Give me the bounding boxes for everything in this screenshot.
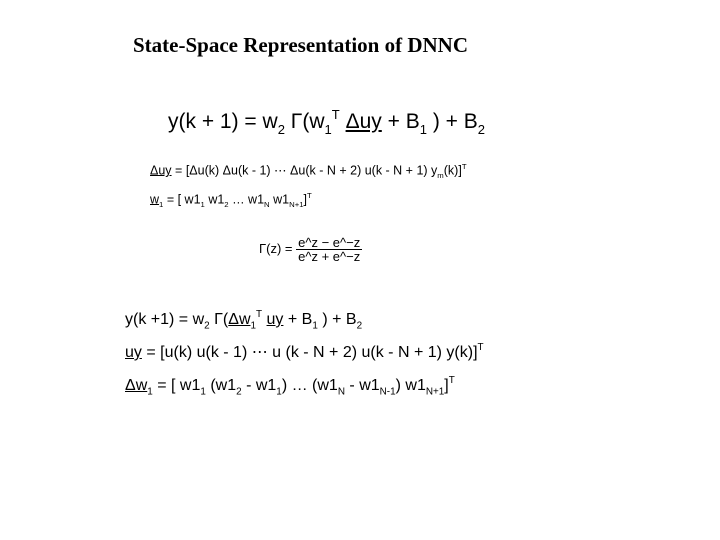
eq3-s2: 2 bbox=[224, 199, 229, 209]
page-title: State-Space Representation of DNNC bbox=[133, 33, 468, 57]
eq7-rhs: = [ w1 bbox=[157, 376, 201, 394]
eq7-lhs-sub: 1 bbox=[147, 386, 153, 398]
eq3-lhs: w bbox=[150, 192, 160, 207]
eq3-s3: N bbox=[264, 199, 270, 209]
eq2-ym-sub: m bbox=[437, 170, 444, 180]
eq4-fraction bbox=[296, 236, 362, 263]
eq5-uy: uy bbox=[266, 310, 284, 328]
eq3-rhs: = [ w1 bbox=[166, 192, 201, 207]
eq7-t3: - w1 bbox=[241, 376, 277, 394]
eq7-sup: T bbox=[448, 375, 455, 386]
eq3-t4: w1 bbox=[269, 192, 290, 207]
equation-output-update bbox=[168, 108, 485, 136]
eq7-s6: N+1 bbox=[425, 386, 445, 398]
eq6-lhs: uy bbox=[125, 343, 142, 361]
eq6-sup: T bbox=[477, 342, 484, 353]
equation-w1-vector bbox=[150, 192, 312, 209]
eq7-t4: ) … (w1 bbox=[281, 376, 338, 394]
eq5-dw-sub: 1 bbox=[250, 320, 257, 332]
eq5-w-sub: 2 bbox=[204, 320, 210, 332]
eq2-rhs: = [Δu(k) Δu(k - 1) ⋯ Δu(k - N + 2) u(k - N + 1) y bbox=[175, 163, 438, 178]
eq2-rhs-end: (k)] bbox=[443, 163, 462, 178]
equation-uy-vector bbox=[125, 343, 484, 361]
eq2-lhs: Δuy bbox=[150, 163, 172, 178]
eq5-close-plus-b: ) + B bbox=[322, 310, 357, 328]
eq1-delta-uy: Δuy bbox=[345, 110, 382, 134]
eq7-t6: ) w1 bbox=[395, 376, 426, 394]
eq1-b1-sub: 1 bbox=[419, 121, 427, 137]
equation-delta-uy bbox=[150, 163, 467, 180]
eq3-s4: N+1 bbox=[289, 199, 304, 209]
eq1-plus-b: + B bbox=[387, 110, 420, 134]
eq7-t2: (w1 bbox=[205, 376, 237, 394]
eq7-t5: - w1 bbox=[344, 376, 380, 394]
eq1-lhs: y(k + 1) = w bbox=[168, 110, 278, 134]
eq1-b2-sub: 2 bbox=[477, 121, 486, 137]
eq4-lhs: Γ(z) = bbox=[259, 240, 293, 256]
eq5-lhs: y(k +1) = w bbox=[125, 310, 205, 328]
eq4-numerator: e^z − e^−z bbox=[298, 235, 361, 250]
eq5-dw: Δw bbox=[228, 310, 251, 328]
eq3-sup: T bbox=[307, 191, 312, 200]
eq6-rhs: = [u(k) u(k - 1) ⋯ u (k - N + 2) u(k - N + 1) y(k)] bbox=[146, 343, 478, 361]
eq1-w-sub: 2 bbox=[277, 121, 285, 137]
eq7-end: ] bbox=[444, 376, 449, 394]
eq1-close-plus-b: ) + B bbox=[432, 110, 478, 134]
eq7-s4: N bbox=[337, 386, 345, 398]
eq7-s1: 1 bbox=[200, 386, 206, 398]
eq7-s2: 2 bbox=[236, 386, 242, 398]
eq7-s5: N-1 bbox=[379, 386, 396, 398]
eq3-t3: … w1 bbox=[228, 192, 265, 207]
eq3-lhs-sub: 1 bbox=[159, 199, 164, 209]
eq5-dw-sup: T bbox=[256, 309, 263, 320]
eq2-sup: T bbox=[461, 162, 467, 171]
eq1-gamma: Γ(w bbox=[290, 110, 325, 134]
eq5-gamma: Γ( bbox=[214, 310, 229, 328]
equation-gamma-tanh bbox=[259, 236, 362, 263]
eq1-w1-sub: 1 bbox=[324, 121, 332, 137]
eq1-w1-sup: T bbox=[331, 107, 340, 122]
eq3-s1: 1 bbox=[200, 199, 205, 209]
equation-delta-w1-vector bbox=[125, 376, 455, 397]
eq4-denominator: e^z + e^−z bbox=[298, 249, 361, 264]
eq5-b1-sub: 1 bbox=[312, 320, 318, 332]
equation-output-update-alt bbox=[125, 310, 362, 331]
eq7-s3: 1 bbox=[276, 386, 282, 398]
eq7-lhs: Δw bbox=[125, 376, 148, 394]
eq5-b2-sub: 2 bbox=[356, 320, 363, 332]
eq5-plus-b: + B bbox=[287, 310, 313, 328]
eq3-end: ] bbox=[303, 192, 308, 207]
eq3-t2: w1 bbox=[204, 192, 225, 207]
